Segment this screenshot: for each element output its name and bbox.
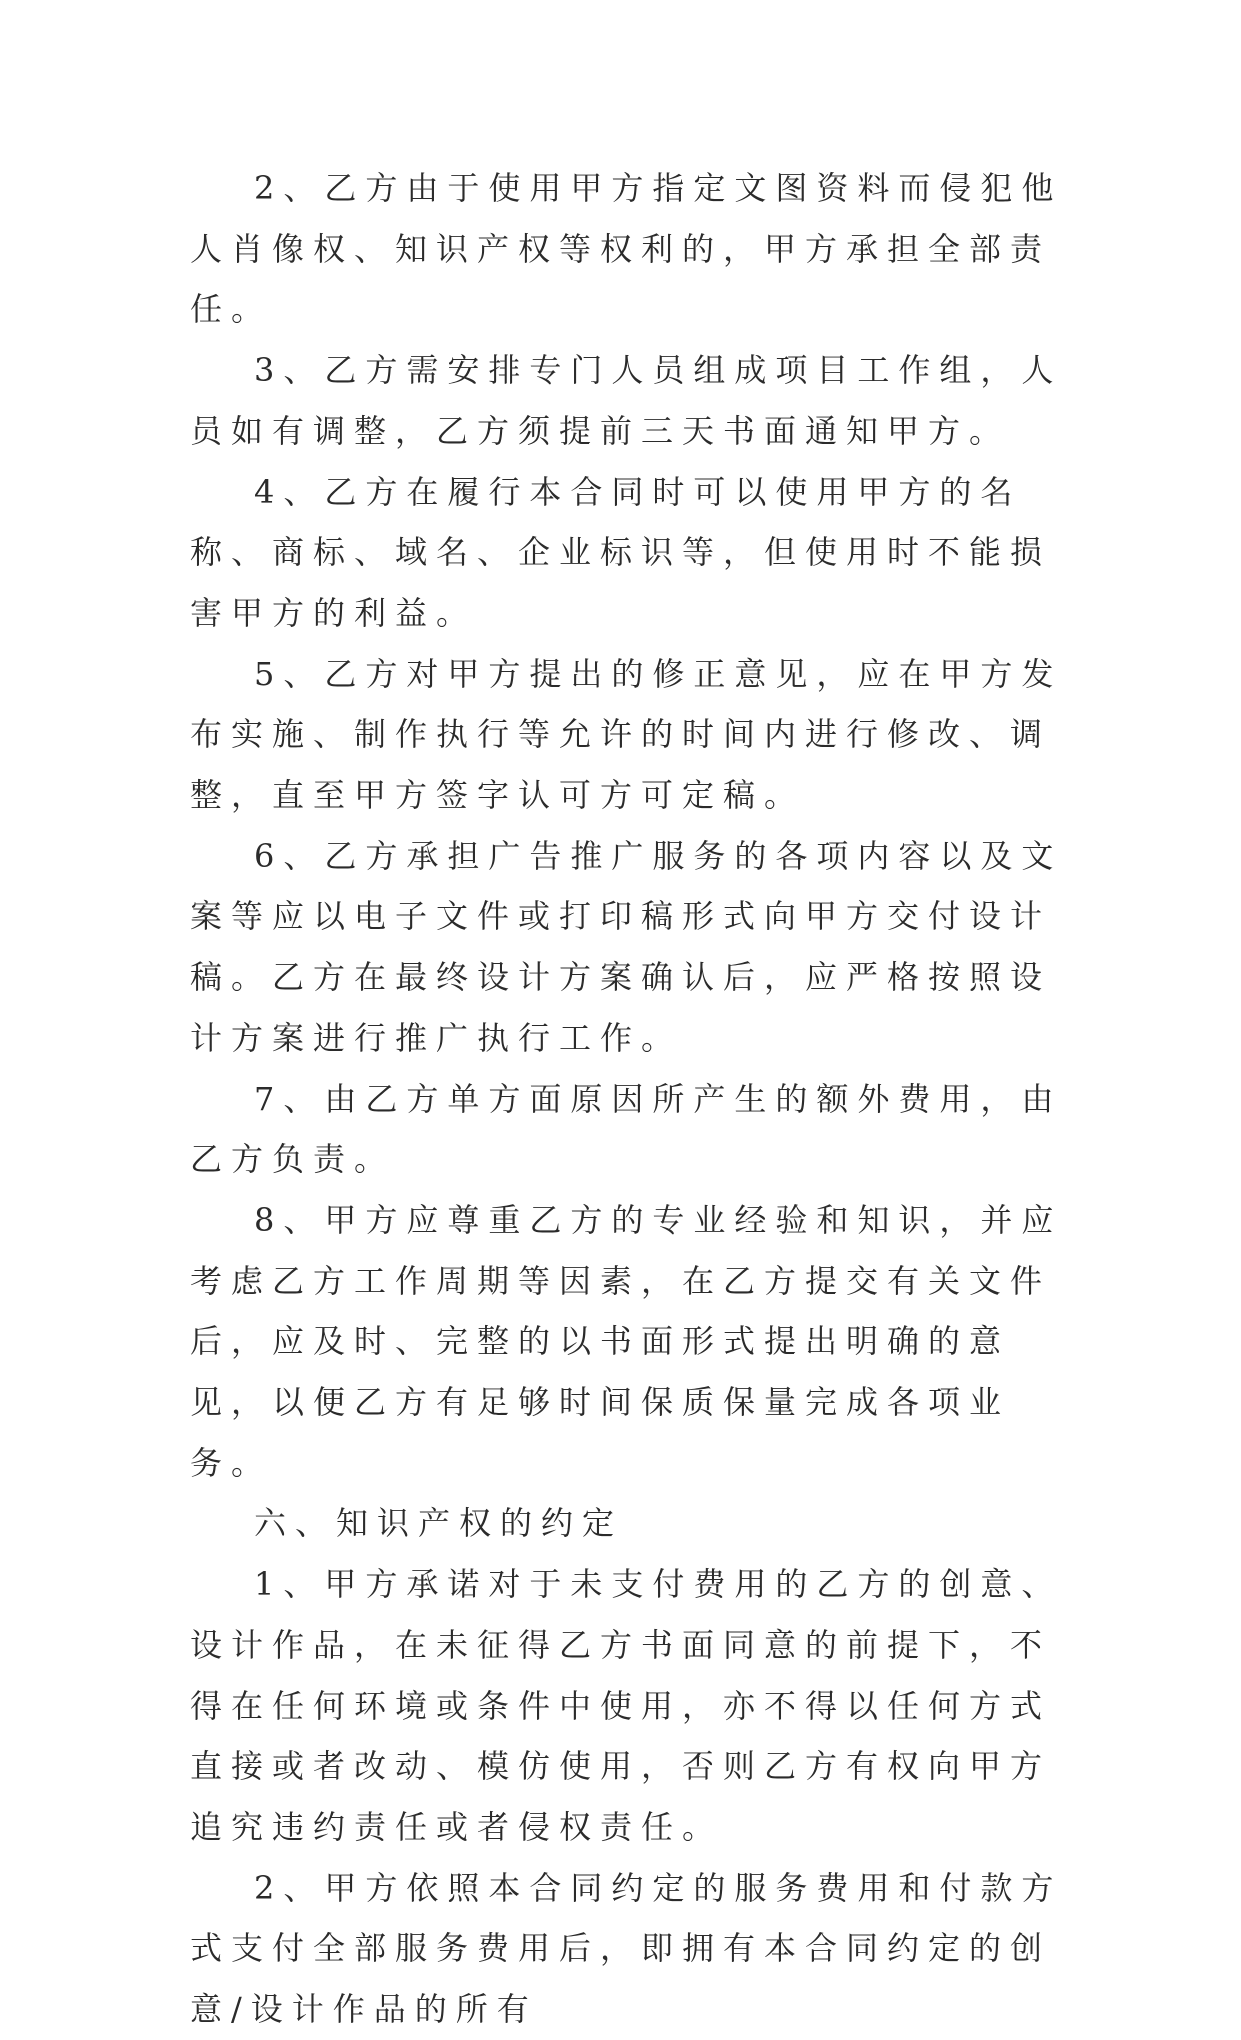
clause-2-portrait-rights: 2、乙方由于使用甲方指定文图资料而侵犯他人肖像权、知识产权等权利的，甲方承担全部责任。 [190,169,1063,329]
clause-8-cooperation: 8、甲方应尊重乙方的专业经验和知识，并应考虑乙方工作周期等因素，在乙方提交有关文件后，应及时、完整的以书面形式提出明确的意见，以便乙方有足够时间保质保量完成各项业务。 [190,1200,1063,1482]
clause-3-project-team: 3、乙方需安排专门人员组成项目工作组，人员如有调整，乙方须提前三天书面通知甲方。 [190,351,1063,450]
clause-7-extra-costs: 7、由乙方单方面原因所产生的额外费用，由乙方负责。 [190,1079,1063,1179]
ip-clause-2: 2、甲方依照本合同约定的服务费用和付款方式支付全部服务费用后，即拥有本合同约定的创意/设计作品的所有 [190,1868,1063,2029]
clause-5-revisions: 5、乙方对甲方提出的修正意见，应在甲方发布实施、制作执行等允许的时间内进行修改、调整，直至甲方签字认可方可定稿。 [190,654,1063,815]
ip-clause-1: 1、甲方承诺对于未支付费用的乙方的创意、设计作品，在未征得乙方书面同意的前提下，不得在任何环境或条件中使用，亦不得以任何方式直接或者改动、模仿使用，否则乙方有权向甲方追究违约责任或者侵权责任。 [190,1565,1063,1846]
clause-6-deliverables: 6、乙方承担广告推广服务的各项内容以及文案等应以电子文件或打印稿形式向甲方交付设计稿。乙方在最终设计方案确认后，应严格按照设计方案进行推广执行工作。 [190,836,1063,1057]
clause-4-use-of-brand: 4、乙方在履行本合同时可以使用甲方的名称、商标、域名、企业标识等，但使用时不能损害甲方的利益。 [190,472,1052,632]
section-heading-ip: 六、知识产权的约定 [254,1504,624,1543]
contract-body [190,158,1070,2040]
